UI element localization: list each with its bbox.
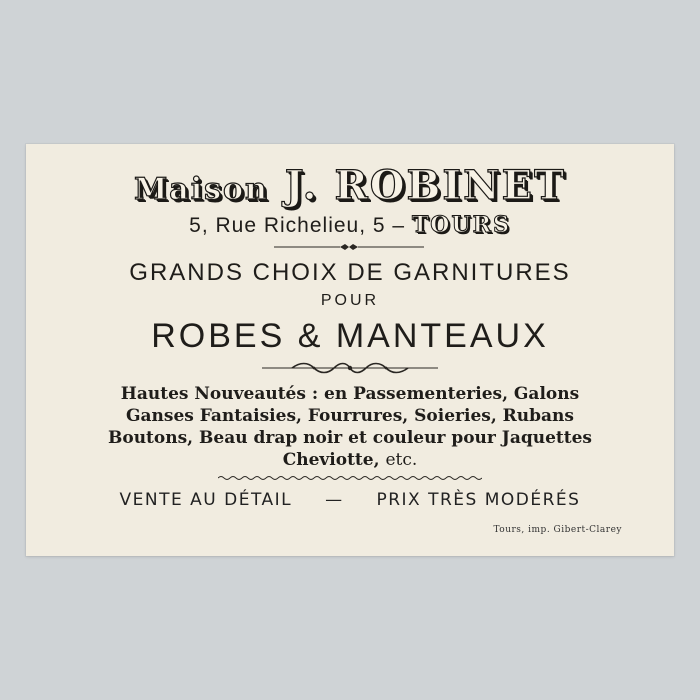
description-line-2: Ganses Fantaisies, Fourrures, Soieries, Rubans [125,406,574,426]
footer-prices: PRIX TRÈS MODÉRÉS [376,490,581,510]
address-street: 5, Rue Richelieu, 5 – [189,214,406,237]
footer-dash: — [325,490,344,510]
description-cheviotte: Cheviotte, [282,450,380,470]
ornamental-flourish [262,360,438,376]
products-heading: ROBES & MANTEAUX [151,317,549,355]
description-line-3: Boutons, Beau drap noir et couleur pour Jaquettes [107,428,593,448]
description-line-1: Hautes Nouveautés : en Passementeries, Galons [120,384,580,404]
business-card [26,144,674,556]
ornamental-rule-top [274,243,424,251]
headline: GRANDS CHOIX DE GARNITURES [129,259,571,286]
title-name: J. ROBINET [284,162,566,209]
wavy-rule [218,475,482,481]
title-maison: Maison [134,172,269,207]
address-city: TOURS [411,212,511,238]
pour-label: POUR [320,292,380,309]
footer-retail: VENTE AU DÉTAIL [119,490,293,510]
footer-line [26,488,674,512]
card-title [26,162,674,214]
address-line [26,212,674,239]
printer-imprint: Tours, imp. Gibert-Clarey [493,525,622,535]
description-etc: etc. [385,450,418,470]
description-line-4 [26,449,674,471]
